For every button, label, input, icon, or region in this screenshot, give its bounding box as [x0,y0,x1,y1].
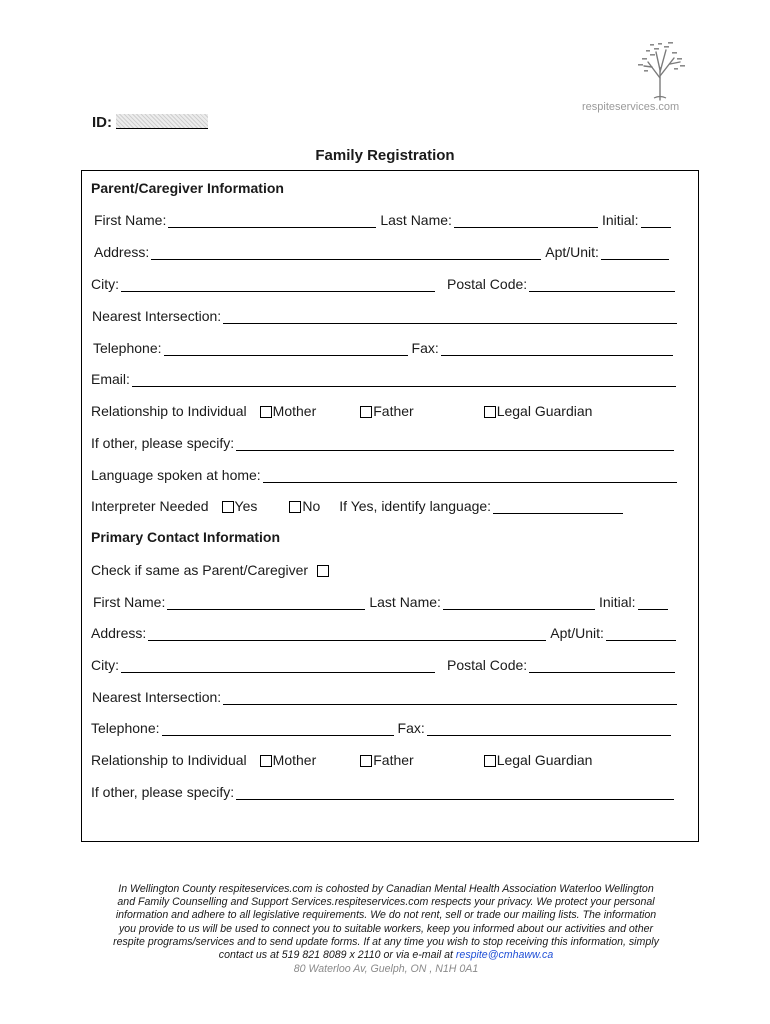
parent-postal-code-field[interactable] [529,278,675,292]
privacy-line-1: In Wellington County respiteservices.com is cohosted by Canadian Mental Health Association Waterloo Wellington [118,883,654,895]
primary-mother-label: Mother [272,752,317,768]
last-name-label: Last Name: [380,212,452,228]
parent-interpreter-row [91,496,627,514]
primary-relationship-row [91,750,592,768]
primary-fax-label: Fax: [397,720,425,736]
parent-name-row [94,210,675,228]
primary-mother-checkbox[interactable] [260,755,272,767]
privacy-line-2: and Family Counselling and Support Services.respiteservices.com respects your privacy. We protect your personal [117,896,655,909]
primary-city-label: City: [91,657,119,673]
interpreter-label: Interpreter Needed [91,498,209,514]
primary-if-other-label: If other, please specify: [91,784,235,800]
privacy-line-4: you provide to us will be used to connect you to suitable workers, keep you informed about our activities and other [118,922,654,935]
parent-intersection-row [92,306,681,324]
primary-father-checkbox[interactable] [360,755,372,767]
mother-checkbox[interactable] [260,406,272,418]
privacy-line-3: information and adhere to all legislative requirements. We do not rent, sell or trade our mailing lists. The information [115,909,657,922]
parent-telephone-field[interactable] [164,342,408,356]
postal-address: 80 Waterloo Av, Guelph, ON , N1H 0A1 [293,963,479,975]
primary-intersection-field[interactable] [223,691,677,705]
primary-telephone-field[interactable] [162,722,394,736]
primary-first-name-field[interactable] [167,596,365,610]
primary-first-name-label: First Name: [93,594,166,610]
initial-label: Initial: [601,212,639,228]
primary-initial-label: Initial: [598,594,636,610]
parent-address-row [94,242,673,260]
same-as-parent-label: Check if same as Parent/Caregiver [91,562,309,578]
same-as-parent-row [91,560,330,578]
parent-last-name-field[interactable] [454,214,598,228]
primary-fax-field[interactable] [427,722,671,736]
parent-city-row [91,274,679,292]
primary-legal-guardian-checkbox[interactable] [484,755,496,767]
parent-city-field[interactable] [121,278,435,292]
contact-text: contact us at 519 821 8089 x 2110 or via e-mail at [218,949,456,962]
primary-other-field[interactable] [236,786,674,800]
same-as-parent-checkbox[interactable] [317,565,329,577]
primary-apt-unit-field[interactable] [606,627,676,641]
primary-address-field[interactable] [148,627,546,641]
primary-name-row [93,592,672,610]
parent-other-field[interactable] [236,437,674,451]
fax-label: Fax: [411,340,439,356]
legal-guardian-label: Legal Guardian [496,403,593,419]
if-other-label: If other, please specify: [91,435,235,451]
primary-last-name-field[interactable] [443,596,595,610]
parent-email-field[interactable] [132,373,676,387]
primary-postal-code-label: Postal Code: [447,657,528,673]
legal-guardian-checkbox[interactable] [484,406,496,418]
if-yes-label: If Yes, identify language: [339,498,492,514]
primary-telephone-row [91,718,675,736]
primary-city-row [91,655,679,673]
email-link[interactable]: respite@cmhaww.ca [455,949,554,962]
primary-apt-unit-label: Apt/Unit: [550,625,604,641]
parent-relationship-row [91,401,592,419]
address-label: Address: [94,244,150,260]
section-title-parent: Parent/Caregiver Information [91,180,284,196]
section-title-primary: Primary Contact Information [91,529,281,545]
relationship-label: Relationship to Individual [91,403,247,419]
privacy-line-5: respite programs/services and to send update forms. If at any time you wish to stop receiving this information, simply [113,935,659,948]
telephone-label: Telephone: [93,340,162,356]
parent-telephone-row [93,338,677,356]
language-label: Language spoken at home: [91,467,261,483]
parent-other-row [91,433,678,451]
primary-address-label: Address: [91,625,147,641]
primary-father-label: Father [373,752,414,768]
parent-language-row [91,465,681,483]
privacy-line-6 [88,949,684,962]
id-label: ID: [92,114,112,131]
page-title: Family Registration [315,147,455,164]
primary-other-row [91,782,678,800]
nearest-intersection-label: Nearest Intersection: [92,308,222,324]
interpreter-no-checkbox[interactable] [289,501,301,513]
primary-intersection-row [92,687,681,705]
parent-initial-field[interactable] [641,214,671,228]
father-checkbox[interactable] [360,406,372,418]
postal-code-label: Postal Code: [447,276,528,292]
logo-text: respiteservices.com [582,101,680,113]
mother-label: Mother [272,403,317,419]
primary-last-name-label: Last Name: [369,594,441,610]
interpreter-yes-checkbox[interactable] [222,501,234,513]
parent-first-name-field[interactable] [168,214,376,228]
parent-intersection-field[interactable] [223,310,677,324]
primary-telephone-label: Telephone: [91,720,160,736]
privacy-notice [88,883,684,962]
parent-language-field[interactable] [263,469,677,483]
city-label: City: [91,276,119,292]
interpreter-no-label: No [302,498,321,514]
parent-email-row [91,369,680,387]
parent-fax-field[interactable] [441,342,673,356]
apt-unit-label: Apt/Unit: [545,244,599,260]
parent-apt-unit-field[interactable] [601,246,669,260]
primary-legal-guardian-label: Legal Guardian [496,752,593,768]
primary-city-field[interactable] [121,659,435,673]
interpreter-yes-label: Yes [234,498,258,514]
tree-logo-icon [630,40,690,102]
id-field[interactable] [116,114,208,129]
primary-relationship-label: Relationship to Individual [91,752,247,768]
email-label: Email: [91,371,130,387]
primary-initial-field[interactable] [638,596,668,610]
father-label: Father [373,403,414,419]
primary-address-row [91,623,680,641]
interpreter-language-field[interactable] [493,500,623,514]
primary-postal-code-field[interactable] [529,659,675,673]
parent-address-field[interactable] [151,246,541,260]
primary-nearest-intersection-label: Nearest Intersection: [92,689,222,705]
first-name-label: First Name: [94,212,167,228]
logo [582,40,700,113]
